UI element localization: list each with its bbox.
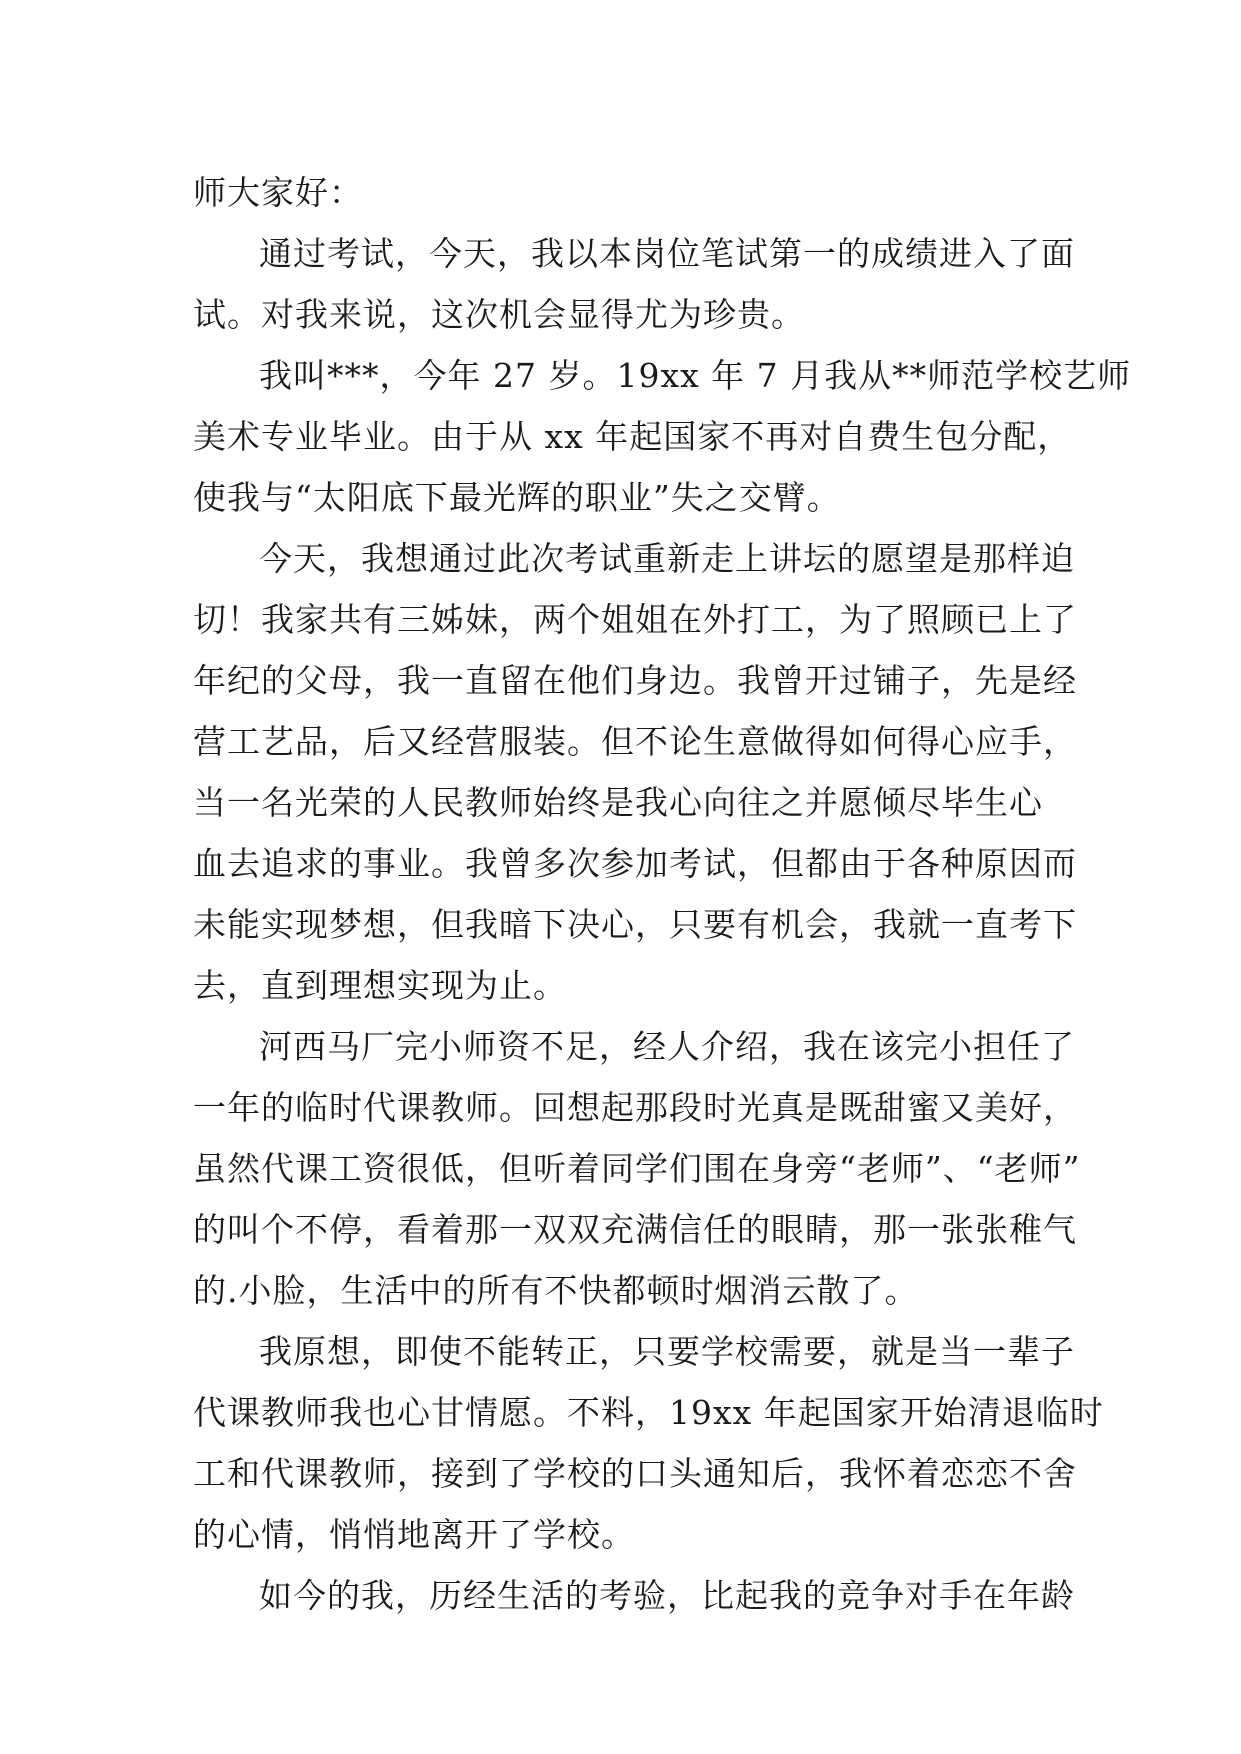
paragraph-first-line: 我叫***，今年 27 岁。19xx 年 7 月我从**师范学校艺师 xyxy=(259,356,1132,395)
paragraph-first-line: 河西马厂完小师资不足，经人介绍，我在该完小担任了 xyxy=(259,1027,1075,1066)
text-line: 一年的临时代课教师。回想起那段时光真是既甜蜜又美好， xyxy=(193,1088,1077,1127)
text-line: 年纪的父母，我一直留在他们身边。我曾开过铺子，先是经 xyxy=(193,661,1077,700)
text-line: 营工艺品，后又经营服装。但不论生意做得如何得心应手， xyxy=(193,722,1077,761)
text-line: 师大家好： xyxy=(193,173,363,212)
text-line: 未能实现梦想，但我暗下决心，只要有机会，我就一直考下 xyxy=(193,905,1077,944)
text-line: 试。对我来说，这次机会显得尤为珍贵。 xyxy=(193,295,805,334)
text-line: 去，直到理想实现为止。 xyxy=(193,966,567,1005)
text-line: 的.小脸，生活中的所有不快都顿时烟消云散了。 xyxy=(193,1271,919,1310)
text-line: 的心情，悄悄地离开了学校。 xyxy=(193,1515,635,1554)
text-line: 使我与“太阳底下最光辉的职业”失之交臂。 xyxy=(193,478,841,517)
text-line: 工和代课教师，接到了学校的口头通知后，我怀着恋恋不舍 xyxy=(193,1454,1077,1493)
paragraph-first-line: 如今的我，历经生活的考验，比起我的竞争对手在年龄 xyxy=(259,1576,1075,1615)
text-line: 当一名光荣的人民教师始终是我心向往之并愿倾尽毕生心 xyxy=(193,783,1043,822)
text-line: 代课教师我也心甘情愿。不料，19xx 年起国家开始清退临时 xyxy=(193,1393,1104,1432)
document-body xyxy=(193,162,1132,1626)
text-line: 虽然代课工资很低，但听着同学们围在身旁“老师”、“老师” xyxy=(193,1149,1081,1188)
paragraph-first-line: 我原想，即使不能转正，只要学校需要，就是当一辈子 xyxy=(259,1332,1075,1371)
paragraph-first-line: 今天，我想通过此次考试重新走上讲坛的愿望是那样迫 xyxy=(259,539,1075,578)
text-line: 的叫个不停，看着那一双双充满信任的眼睛，那一张张稚气 xyxy=(193,1210,1077,1249)
paragraph-first-line: 通过考试，今天，我以本岗位笔试第一的成绩进入了面 xyxy=(259,234,1075,273)
text-line: 切！我家共有三姊妹，两个姐姐在外打工，为了照顾已上了 xyxy=(193,600,1077,639)
text-line: 血去追求的事业。我曾多次参加考试，但都由于各种原因而 xyxy=(193,844,1077,883)
text-line: 美术专业毕业。由于从 xx 年起国家不再对自费生包分配， xyxy=(193,417,1072,456)
